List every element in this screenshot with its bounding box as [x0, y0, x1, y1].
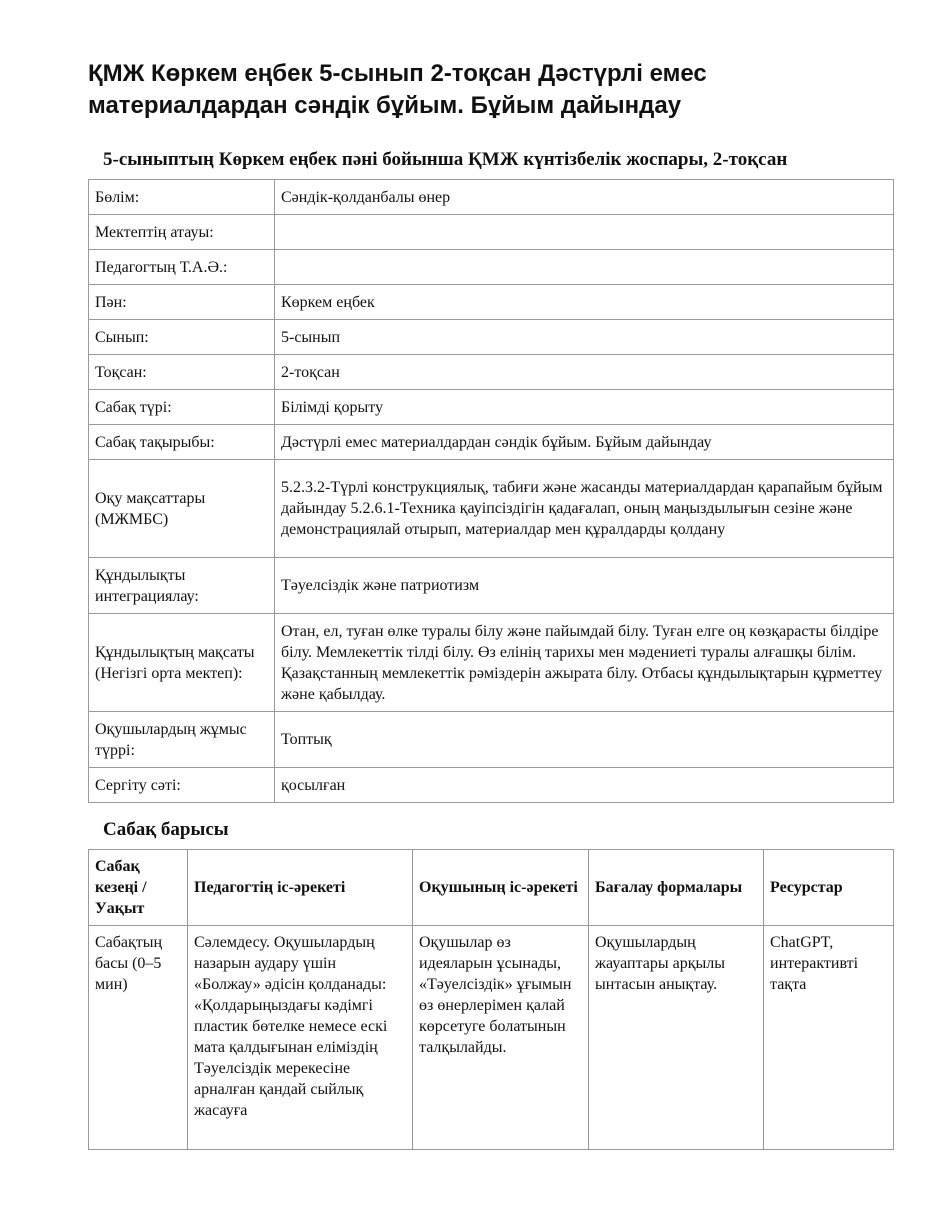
info-value [275, 215, 894, 250]
info-label: Құндылықты интеграциялау: [89, 558, 275, 614]
cell-student-activity: Оқушылар өз идеяларын ұсынады, «Тәуелсіздік» ұғымын өз өнерлерімен қалай көрсетуге болатынын талқылайды. [413, 926, 589, 1150]
info-label: Құндылықтың мақсаты (Негізгі орта мектеп): [89, 614, 275, 712]
info-row-value-goal [89, 614, 894, 712]
lesson-table-header [89, 850, 894, 926]
info-value: қосылған [275, 768, 894, 803]
info-value: Дәстүрлі емес материалдардан сәндік бұйым. Бұйым дайындау [275, 425, 894, 460]
column-header-resources: Ресурстар [764, 850, 894, 926]
info-row-work-type [89, 712, 894, 768]
info-value: Тәуелсіздік және патриотизм [275, 558, 894, 614]
cell-resources: ChatGPT, интерактивті тақта [764, 926, 894, 1150]
info-label: Мектептің атауы: [89, 215, 275, 250]
lesson-progress-table [88, 849, 894, 1150]
info-value: 5-сынып [275, 320, 894, 355]
info-label: Бөлім: [89, 180, 275, 215]
info-label: Пән: [89, 285, 275, 320]
info-row-teacher [89, 250, 894, 285]
column-header-assessment: Бағалау формалары [589, 850, 764, 926]
cell-stage: Сабақтың басы (0–5 мин) [89, 926, 188, 1150]
info-row-grade [89, 320, 894, 355]
column-header-student-activity: Оқушының іс-әрекеті [413, 850, 589, 926]
page-title: ҚМЖ Көркем еңбек 5-сынып 2-тоқсан Дәстүрлі емес материалдардан сәндік бұйым. Бұйым дайындау [88, 60, 707, 119]
info-value: Сәндік-қолданбалы өнер [275, 180, 894, 215]
info-row-school [89, 215, 894, 250]
info-row-learning-objectives [89, 460, 894, 558]
info-value: 5.2.3.2-Түрлі конструкциялық, табиғи және жасанды материалдардан қарапайым бұйым дайындау 5.2.6.1-Техника қауіпсіздігін қадағалап, оның маңыздылығын сезіне және демонстрациялай отырып, материалдар мен құралдарды қолдану [275, 460, 894, 558]
header-row [89, 850, 894, 926]
info-value: 2-тоқсан [275, 355, 894, 390]
info-label: Тоқсан: [89, 355, 275, 390]
table-row [89, 926, 894, 1150]
lesson-progress-heading: Сабақ барысы [103, 819, 229, 840]
info-value: Отан, ел, туған өлке туралы білу және пайымдай білу. Туған елге оң көзқарасты білдіре білу. Мемлекеттік тілді білу. Өз елінің тарихы мен мәдениеті туралы алғашқы білім. Қазақстанның мемлекеттік рәміздерін ажырата білу. Отбасы құндылықтарын құрметтеу және қабылдау. [275, 614, 894, 712]
info-row-warmup [89, 768, 894, 803]
info-row-section [89, 180, 894, 215]
cell-teacher-activity: Сәлемдесу. Оқушылардың назарын аудару үшін «Болжау» әдісін қолданады: «Қолдарыңыздағы кәдімгі пластик бөтелке немесе ескі мата қалдығынан еліміздің Тәуелсіздік мерекесіне арналған қандай сыйлық жасауға [188, 926, 413, 1150]
cell-assessment: Оқушылардың жауаптары арқылы ынтасын анықтау. [589, 926, 764, 1150]
info-row-value-integration [89, 558, 894, 614]
lesson-info-table [88, 179, 894, 803]
info-value [275, 250, 894, 285]
info-row-lesson-topic [89, 425, 894, 460]
lesson-table-body [89, 926, 894, 1150]
info-label: Сабақ түрі: [89, 390, 275, 425]
info-value: Білімді қорыту [275, 390, 894, 425]
column-header-stage: Сабақ кезеңі / Уақыт [89, 850, 188, 926]
info-label: Оқушылардың жұмыс түррі: [89, 712, 275, 768]
column-header-teacher-activity: Педагогтің іс-әрекеті [188, 850, 413, 926]
info-row-quarter [89, 355, 894, 390]
info-value: Көркем еңбек [275, 285, 894, 320]
info-row-lesson-type [89, 390, 894, 425]
info-label: Сабақ тақырыбы: [89, 425, 275, 460]
info-label: Оқу мақсаттары (МЖМБС) [89, 460, 275, 558]
lesson-info-body [89, 180, 894, 803]
info-label: Сергіту сәті: [89, 768, 275, 803]
plan-heading: 5-сыныптың Көркем еңбек пәні бойынша ҚМЖ күнтізбелік жоспары, 2-тоқсан [103, 149, 788, 170]
info-row-subject [89, 285, 894, 320]
info-value: Топтық [275, 712, 894, 768]
info-label: Педагогтың Т.А.Ә.: [89, 250, 275, 285]
info-label: Сынып: [89, 320, 275, 355]
